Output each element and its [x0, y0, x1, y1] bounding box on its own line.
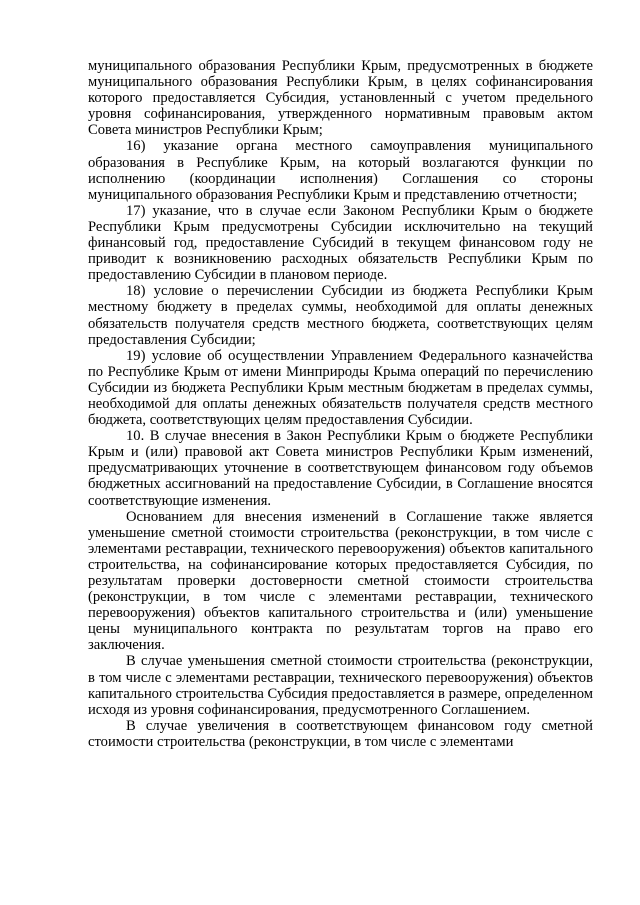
- paragraph-item-18: 18) условие о перечислении Субсидии из бюджета Республики Крым местному бюджету в пределах суммы, необходимой для оплаты денежных обязательств получателя средств местного бюджета, соответствующих целям предоставления Субсидии;: [88, 283, 593, 348]
- paragraph-continuation: муниципального образования Республики Крым, предусмотренных в бюджете муниципального образования Республики Крым, в целях софинансирования которого предоставляется Субсидия, установленный с учетом предельного уровня софинансирования, утвержденного нормативным правовым актом Совета министров Республики Крым;: [88, 58, 593, 139]
- paragraph-item-19: 19) условие об осуществлении Управлением Федерального казначейства по Республике Крым от имени Минприроды Крыма операций по перечислению Субсидии из бюджета Республики Крым местным бюджетам в пределах суммы, необходимой для оплаты денежных обязательств получателя средств местного бюджета, соответствующих целям предоставления Субсидии.: [88, 347, 593, 429]
- paragraph-grounds-for-changes: Основанием для внесения изменений в Соглашение также является уменьшение сметной стоимости строительства (реконструкции, в том числе с элементами реставрации, технического перевооружения) объектов капитального строительства, на софинансирование которых предоставляется Субсидия, по результатам проверки достоверности сметной стоимости строительства (реконструкции, в том числе с элементами реставрации, технического перевооружения) объектов капитального строительства и (или) уменьшение цены муниципального контракта по результатам торгов на право его заключения.: [88, 508, 593, 654]
- paragraph-item-16: 16) указание органа местного самоуправления муниципального образования в Республике Крым, на который возлагаются функции по исполнению (координации исполнения) Соглашения со стороны муниципального образования Республики Крым и представлению отчетности;: [88, 138, 593, 203]
- paragraph-section-10: 10. В случае внесения в Закон Республики Крым о бюджете Республики Крым и (или) правовой акт Совета министров Республики Крым изменений, предусматривающих уточнение в соответствующем финансовом году объемов бюджетных ассигнований на предоставление Субсидии, в Соглашение вносятся соответствующие изменения.: [88, 428, 593, 509]
- paragraph-item-17: 17) указание, что в случае если Законом Республики Крым о бюджете Республики Крым предусмотрены Субсидии исключительно на текущий финансовый год, предоставление Субсидий в текущем финансовом году не приводит к возникновению расходных обязательств Республики Крым по предоставлению Субсидии в плановом периоде.: [88, 202, 593, 284]
- paragraph-cost-increase: В случае увеличения в соответствующем финансовом году сметной стоимости строительства (реконструкции, в том числе с элементами: [88, 717, 593, 750]
- document-body: [88, 58, 593, 750]
- paragraph-cost-decrease: В случае уменьшения сметной стоимости строительства (реконструкции, в том числе с элементами реставрации, технического перевооружения) объектов капитального строительства Субсидия предоставляется в размере, определенном исходя из уровня софинансирования, предусмотренного Соглашением.: [88, 653, 593, 718]
